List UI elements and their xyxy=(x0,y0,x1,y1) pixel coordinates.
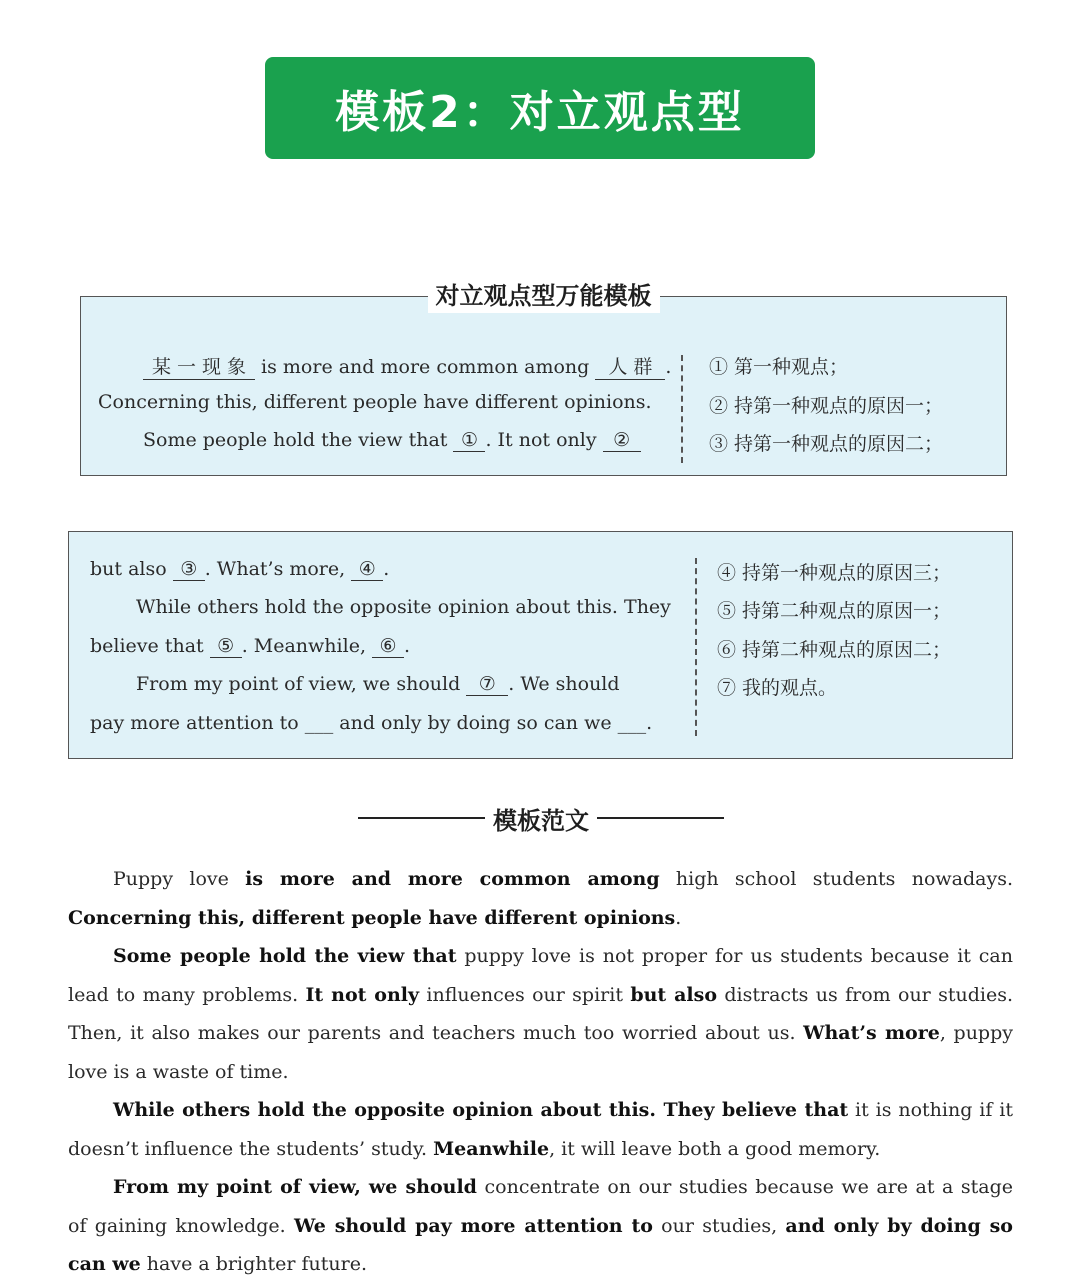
template-line-6: believe that ⑤ . Meanwhile, ⑥ . xyxy=(90,635,411,657)
essay-paragraph-2: Some people hold the view that puppy love is not proper for us students because it can lead to many problems. It not only influences our spirit but also distracts us from our studies. Then, it also makes our parents and teachers much too worried about us. What’s more, puppy love is a waste of time. xyxy=(68,945,1013,1083)
essay-paragraph-4: From my point of view, we should concentrate on our studies because we are at a stage of gaining knowledge. We should pay more attention to our studies, and only by doing so can we have a brighter future. xyxy=(68,1176,1013,1275)
template-line-2: Concerning this, different people have different opinions. xyxy=(98,391,652,413)
template-box-2 xyxy=(68,531,1013,759)
template-box-1 xyxy=(80,282,1007,476)
essay-paragraph-1: Puppy love is more and more common among high school students nowadays. Concerning this, different people have different opinions. xyxy=(68,868,1013,929)
note-4: ④ 持第一种观点的原因三； xyxy=(717,562,952,584)
heading-rule-left xyxy=(358,817,485,819)
template-box-title: 对立观点型万能模板 xyxy=(428,279,660,313)
blank-group: 人 群 xyxy=(595,352,665,380)
blank-3: ③ xyxy=(173,558,205,581)
blank-6: ⑥ xyxy=(372,635,404,658)
note-3: ③ 持第一种观点的原因二； xyxy=(709,433,944,455)
blank-1: ① xyxy=(453,429,485,452)
sample-essay-heading xyxy=(358,800,724,836)
dashed-divider xyxy=(681,355,683,463)
blank-2: ② xyxy=(603,429,641,452)
template-line-4: but also ③ . What’s more, ④ . xyxy=(90,558,390,580)
essay-paragraph-3: While others hold the opposite opinion about this. They believe that it is nothing if it doesn’t influence the students’ study. Meanwhile, it will leave both a good memory. xyxy=(68,1099,1013,1160)
blank-4: ④ xyxy=(351,558,383,581)
note-5: ⑤ 持第二种观点的原因一； xyxy=(717,600,952,622)
banner-title: 模板2：对立观点型 xyxy=(335,87,745,138)
template-line-5: While others hold the opposite opinion about this. They xyxy=(136,596,671,618)
template-line-3: Some people hold the view that ① . It not only ② xyxy=(143,429,641,452)
template-line-8: pay more attention to ___ and only by doing so can we ___. xyxy=(90,712,653,734)
sample-essay-title: 模板范文 xyxy=(493,806,589,835)
title-banner xyxy=(265,57,815,159)
template-line-1: 某 一 现 象 is more and more common among 人 群 . xyxy=(143,352,671,380)
note-1: ① 第一种观点； xyxy=(709,356,849,378)
sample-essay xyxy=(68,860,1013,1284)
template-line-7: From my point of view, we should ⑦ . We should xyxy=(136,673,620,695)
note-7: ⑦ 我的观点。 xyxy=(717,677,838,699)
blank-5: ⑤ xyxy=(210,635,242,658)
blank-phenomenon: 某 一 现 象 xyxy=(143,352,255,380)
note-6: ⑥ 持第二种观点的原因二； xyxy=(717,639,952,661)
dashed-divider-2 xyxy=(695,558,697,736)
note-2: ② 持第一种观点的原因一； xyxy=(709,395,944,417)
heading-rule-right xyxy=(597,817,724,819)
blank-7: ⑦ xyxy=(466,673,508,696)
